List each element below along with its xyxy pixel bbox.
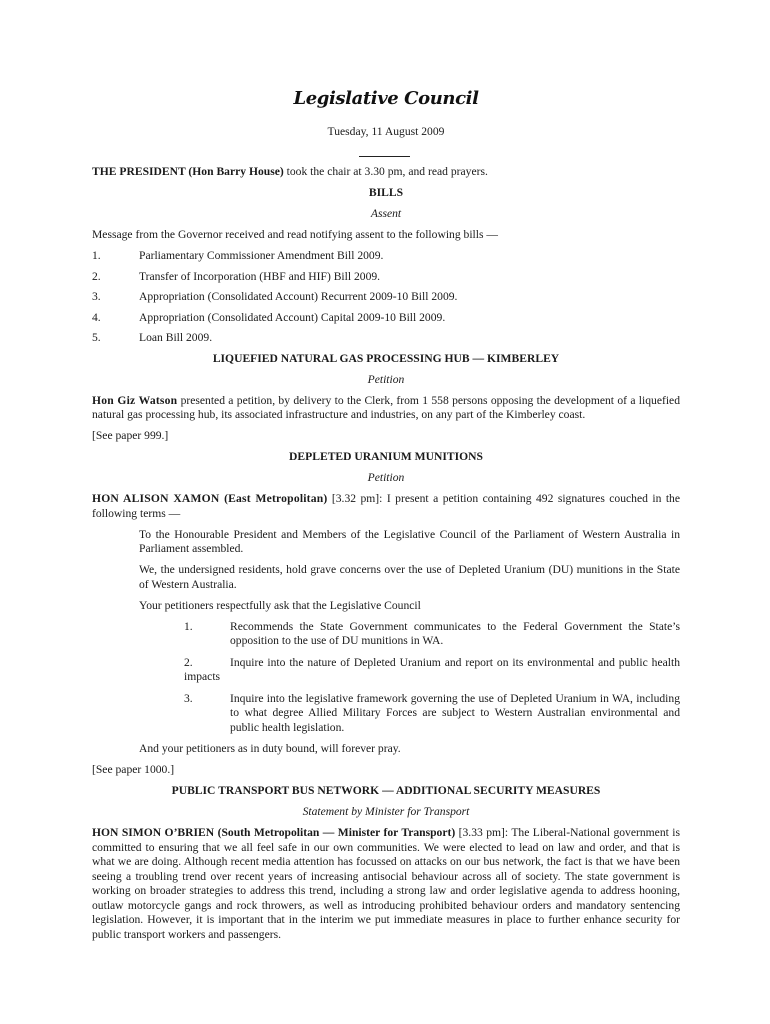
petition-item-text: Inquire into the nature of Depleted Uranium and report on its environmental and public health impacts [184, 655, 680, 683]
bills-subheading: Assent [370, 207, 402, 220]
petition-item [184, 692, 680, 736]
petition-concern: We, the undersigned residents, hold grave concerns over the use of Depleted Uranium (DU) munitions in the State of Western Australia. [139, 563, 680, 591]
opening-paragraph [92, 165, 680, 180]
bill-title: Loan Bill 2009. [139, 331, 213, 344]
lng-subheading: Petition [367, 372, 405, 386]
transport-text: [3.33 pm]: The Liberal-National government is committed to ensuring that we all feel safe in our own communities. We were elected to lead on law and order, and that is what we are doing. Although recent media attention has focussed on attacks on our bus network, the fact is that we have been seeing a troubling trend over recent years of increasing antisocial behaviour across all of society. The state government is working on broader strategies to address this trend, including a strong law and order legislative agenda to address hooning, outlaw motorcycle gangs and rock throwers, as well as introducing prohibited behaviour orders and mandatory sentencing legislation. However, it is important that in the interim we put immediate measures in place to further enhance security for public transport workers and passengers. [92, 826, 681, 941]
transport-heading: PUBLIC TRANSPORT BUS NETWORK — ADDITIONAL SECURITY MEASURES [171, 784, 601, 797]
bill-item [92, 331, 680, 346]
lng-heading: LIQUEFIED NATURAL GAS PROCESSING HUB — KIMBERLEY [212, 351, 560, 365]
petition-item-text: Inquire into the legislative framework governing the use of Depleted Uranium in WA, including to what degree Allied Military Forces are subject to Western Australian environmental and public health legislation. [230, 691, 680, 734]
bill-number: 4. [92, 310, 101, 324]
petition-item [184, 620, 680, 649]
divider-rule [359, 156, 410, 157]
bill-title: Appropriation (Consolidated Account) Capital 2009-10 Bill 2009. [139, 310, 446, 324]
uranium-member: HON ALISON XAMON (East Metropolitan) [92, 492, 328, 505]
petition-item-number: 3. [184, 691, 193, 705]
uranium-subheading: Petition [367, 471, 405, 484]
lng-member: Hon Giz Watson [92, 393, 178, 407]
lng-text: presented a petition, by delivery to the Clerk, from 1 558 persons opposing the development of a liquefied natural gas processing hub, its associated infrastructure and industries, on any part of the Kimberley coast. [92, 393, 680, 421]
transport-paragraph [92, 826, 680, 942]
petition-item-number: 1. [184, 619, 193, 633]
petition-item-text: Recommends the State Government communicates to the Federal Government the State’s opposition to the use of DU munitions in WA. [230, 619, 680, 647]
uranium-heading: DEPLETED URANIUM MUNITIONS [289, 450, 483, 463]
uranium-text: [3.32 pm]: I present a petition containing 492 signatures couched in the following terms — [92, 492, 680, 520]
bill-item [92, 270, 680, 285]
petition-closing: And your petitioners as in duty bound, will forever pray. [139, 742, 401, 755]
transport-subheading: Statement by Minister for Transport [302, 805, 470, 818]
bills-heading: BILLS [368, 186, 404, 199]
uranium-paper-ref: [See paper 1000.] [92, 763, 175, 776]
bill-number: 5. [92, 331, 101, 344]
proceedings-body [92, 165, 680, 949]
bill-title: Transfer of Incorporation (HBF and HIF) Bill 2009. [139, 269, 381, 283]
uranium-paragraph [92, 492, 680, 521]
bill-title: Appropriation (Consolidated Account) Recurrent 2009-10 Bill 2009. [139, 290, 458, 303]
bill-item [92, 290, 680, 305]
bill-number: 2. [92, 269, 101, 283]
bill-item [92, 311, 680, 326]
petition-address: To the Honourable President and Members of the Legislative Council of the Parliament of Western Australia in Parliament assembled. [139, 527, 680, 555]
petition-item-number: 2. [184, 655, 193, 669]
transport-member: HON SIMON O’BRIEN (South Metropolitan — Minister for Transport) [92, 826, 456, 839]
bills-intro: Message from the Governor received and read notifying assent to the following bills — [92, 228, 498, 241]
lng-paragraph [92, 394, 680, 423]
lng-paper-ref: [See paper 999.] [92, 429, 169, 442]
bill-item [92, 249, 680, 264]
bill-title: Parliamentary Commissioner Amendment Bill 2009. [139, 249, 384, 262]
bill-number: 1. [92, 249, 101, 262]
petition-item [184, 656, 680, 685]
president-name: THE PRESIDENT (Hon Barry House) [92, 165, 284, 178]
bill-number: 3. [92, 290, 101, 303]
petition-request: Your petitioners respectfully ask that the Legislative Council [139, 598, 421, 612]
sitting-date: Tuesday, 11 August 2009 [327, 125, 445, 138]
opening-text: took the chair at 3.30 pm, and read prayers. [283, 165, 488, 178]
masthead-title: Legislative Council [293, 88, 479, 109]
